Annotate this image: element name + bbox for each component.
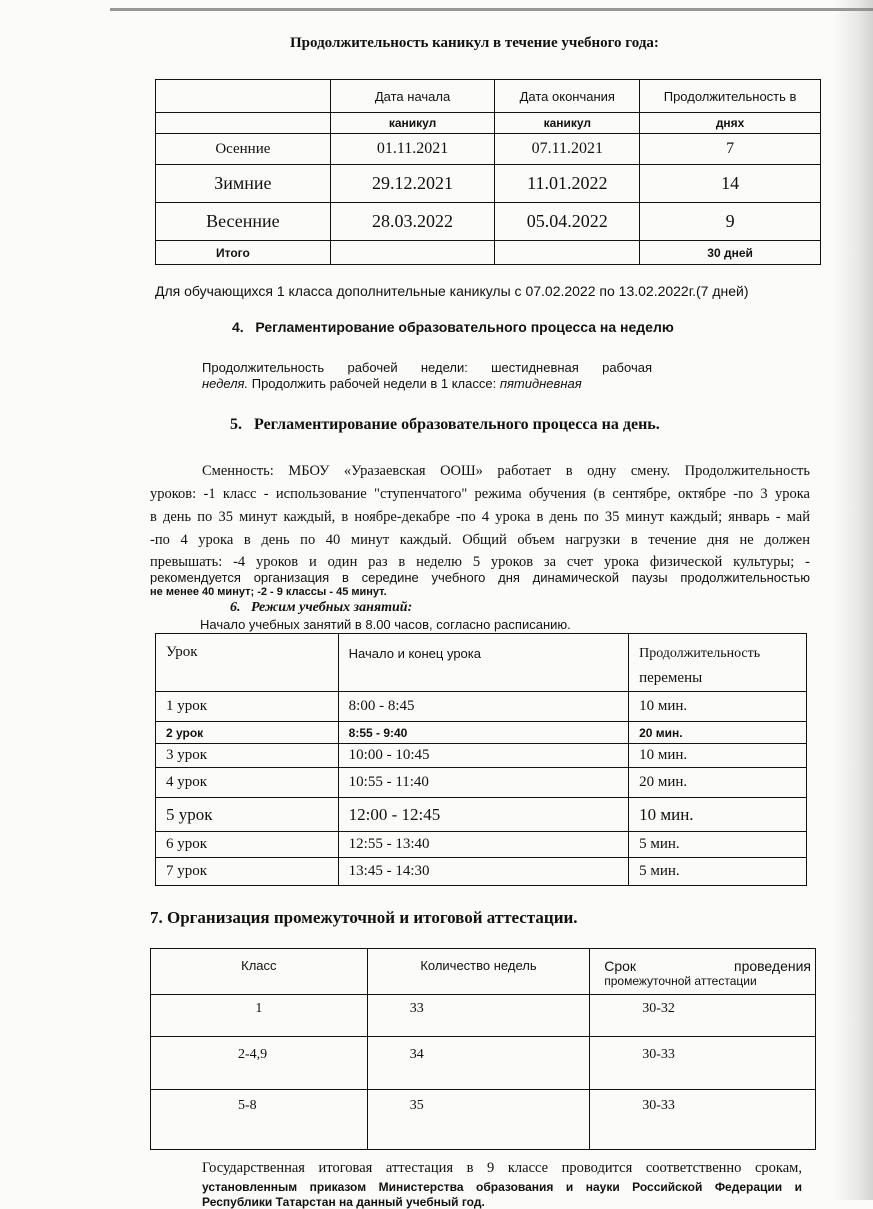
total-value: 30 дней — [640, 241, 821, 265]
attestation-period: 30-33 — [590, 1090, 816, 1150]
table-row — [156, 858, 807, 886]
attestation-period: 30-33 — [590, 1037, 816, 1090]
table-row — [156, 241, 821, 265]
section5-line: превышать: -4 уроков и один раз в неделю 5 уроков за счет урока физической культуры; - — [150, 554, 810, 570]
table-row — [156, 203, 821, 241]
section5-line: в день по 35 минут каждый, в ноябре-декабре -по 4 урока в день по 35 минут каждый; январь - май — [150, 509, 810, 525]
section4-grade1-text: Продолжить рабочей недели в 1 классе: — [248, 376, 500, 391]
header-duration: Продолжительность в — [640, 80, 821, 113]
attestation-table — [150, 948, 816, 1150]
lesson-number: 3 урок — [156, 744, 339, 768]
lesson-time: 10:55 - 11:40 — [338, 768, 628, 798]
header-duration-sub: днях — [640, 113, 821, 134]
header-period — [590, 949, 816, 995]
table-row — [151, 949, 816, 995]
attestation-weeks: 35 — [367, 1090, 590, 1150]
table-row — [156, 134, 821, 165]
attestation-weeks: 34 — [367, 1037, 590, 1090]
lessons-table — [155, 633, 807, 886]
section4-week-word: неделя. — [202, 376, 249, 391]
table-row — [156, 768, 807, 798]
lesson-number: 2 урок — [156, 722, 339, 744]
header-start-sub: каникул — [330, 113, 495, 134]
header-lesson: Урок — [156, 634, 339, 692]
section5-line: -по 4 урока в день по 40 минут каждый. Общий объем нагрузки в течение дня не должен — [150, 532, 810, 548]
header-end-sub: каникул — [495, 113, 640, 134]
lesson-time: 12:00 - 12:45 — [338, 798, 628, 832]
lesson-break: 10 мин. — [629, 692, 807, 722]
holiday-end: 11.01.2022 — [495, 165, 640, 203]
table-row — [156, 744, 807, 768]
lesson-number: 5 урок — [156, 798, 339, 832]
section4-line1: Продолжительность рабочей недели: шестидневная рабочая — [202, 360, 652, 375]
lesson-time: 10:00 - 10:45 — [338, 744, 628, 768]
lesson-time: 12:55 - 13:40 — [338, 832, 628, 858]
section5-line: уроков: -1 класс - использование "ступенчатого" режима обучения (в сентябре, октябре -по 3 урока — [150, 486, 810, 502]
header-break-l1: Продолжительность — [639, 646, 761, 661]
table-row — [156, 165, 821, 203]
holiday-end: 07.11.2021 — [495, 134, 640, 165]
header-time: Начало и конец урока — [338, 634, 628, 692]
table-row — [156, 634, 807, 692]
holiday-days: 9 — [640, 203, 821, 241]
table-row — [156, 692, 807, 722]
section5-heading: 5. Регламентирование образовательного процесса на день. — [230, 416, 660, 433]
header-period-l1: Срок проведения — [604, 958, 811, 974]
lesson-time: 8:00 - 8:45 — [338, 692, 628, 722]
lesson-break: 5 мин. — [629, 858, 807, 886]
holiday-start: 01.11.2021 — [330, 134, 495, 165]
attestation-grade: 2-4,9 — [151, 1037, 368, 1090]
lesson-number: 4 урок — [156, 768, 339, 798]
section5-line: рекомендуется организация в середине учебного дня динамической паузы продолжительностью — [150, 570, 810, 585]
lesson-break: 20 мин. — [629, 722, 807, 744]
holiday-end: 05.04.2022 — [495, 203, 640, 241]
holiday-name: Зимние — [156, 165, 331, 203]
header-weeks: Количество недель — [367, 949, 590, 995]
attestation-grade: 5-8 — [151, 1090, 368, 1150]
attestation-period: 30-32 — [590, 995, 816, 1037]
lesson-number: 7 урок — [156, 858, 339, 886]
footer-line2: установленным приказом Министерства образования и науки Российской Федерации и — [202, 1180, 802, 1194]
scan-edge-top — [110, 8, 873, 11]
scan-edge-right — [833, 0, 873, 1200]
holiday-days: 14 — [640, 165, 821, 203]
holidays-note: Для обучающихся 1 класса дополнительные каникулы с 07.02.2022 по 13.02.2022г.(7 дней) — [155, 283, 749, 299]
lesson-break: 20 мин. — [629, 768, 807, 798]
total-label: Итого — [156, 241, 331, 265]
lesson-time: 8:55 - 9:40 — [338, 722, 628, 744]
section7-heading: 7. Организация промежуточной и итоговой аттестации. — [150, 908, 578, 927]
lesson-break: 5 мин. — [629, 832, 807, 858]
holiday-name: Весенние — [156, 203, 331, 241]
header-period-l2: промежуточной аттестации — [604, 974, 757, 988]
table-row — [151, 1037, 816, 1090]
footer-line3: Республики Татарстан на данный учебный год. — [202, 1195, 485, 1209]
holiday-name: Осенние — [156, 134, 331, 165]
lesson-number: 6 урок — [156, 832, 339, 858]
table-row — [156, 798, 807, 832]
header-break-l2: перемены — [639, 670, 703, 686]
section6-heading: 6. Режим учебных занятий: — [230, 600, 413, 615]
holidays-table — [155, 79, 821, 265]
section5-line: не менее 40 минут; -2 - 9 классы - 45 минут. — [150, 586, 387, 598]
lesson-break: 10 мин. — [629, 744, 807, 768]
table-row — [156, 722, 807, 744]
table-row — [151, 995, 816, 1037]
section4-grade1-value: пятидневная — [499, 376, 582, 391]
holiday-days: 7 — [640, 134, 821, 165]
holidays-title: Продолжительность каникул в течение учебного года: — [290, 35, 659, 51]
header-break — [629, 634, 807, 692]
lesson-time: 13:45 - 14:30 — [338, 858, 628, 886]
attestation-grade: 1 — [151, 995, 368, 1037]
header-start: Дата начала — [330, 80, 495, 113]
table-row — [151, 1090, 816, 1150]
table-row — [156, 113, 821, 134]
section5-line: Сменность: МБОУ «Уразаевская ООШ» работает в одну смену. Продолжительность — [202, 463, 810, 479]
holiday-start: 29.12.2021 — [330, 165, 495, 203]
header-end: Дата окончания — [495, 80, 640, 113]
lesson-number: 1 урок — [156, 692, 339, 722]
holiday-start: 28.03.2022 — [330, 203, 495, 241]
section4-heading: 4. Регламентирование образовательного процесса на неделю — [232, 319, 674, 335]
lesson-break: 10 мин. — [629, 798, 807, 832]
table-row — [156, 832, 807, 858]
attestation-weeks: 33 — [367, 995, 590, 1037]
header-grade: Класс — [151, 949, 368, 995]
section6-intro: Начало учебных занятий в 8.00 часов, согласно расписанию. — [200, 617, 571, 632]
section4-line2 — [202, 376, 582, 391]
table-row — [156, 80, 821, 113]
footer-line1: Государственная итоговая аттестация в 9 классе проводится соответственно срокам, — [202, 1160, 802, 1176]
